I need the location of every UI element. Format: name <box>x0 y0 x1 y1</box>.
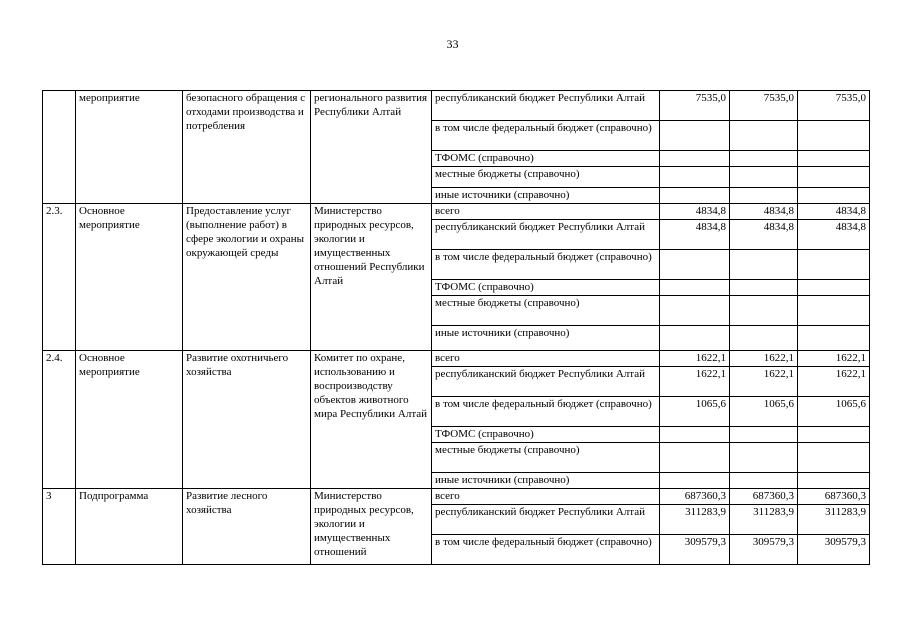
amount-year-3 <box>798 250 870 280</box>
amount-year-3: 1622,1 <box>798 351 870 367</box>
amount-year-3: 4834,8 <box>798 220 870 250</box>
funding-source: республиканский бюджет Республики Алтай <box>432 220 660 250</box>
measure-name: Развитие охотничьего хозяйства <box>183 351 311 489</box>
amount-year-1: 1622,1 <box>660 351 730 367</box>
amount-year-1 <box>660 473 730 489</box>
amount-year-3 <box>798 167 870 188</box>
amount-year-3 <box>798 443 870 473</box>
table-row <box>43 204 870 220</box>
funding-source: ТФОМС (справочно) <box>432 151 660 167</box>
amount-year-1 <box>660 188 730 204</box>
funding-source: ТФОМС (справочно) <box>432 427 660 443</box>
amount-year-2 <box>730 121 798 151</box>
amount-year-2: 311283,9 <box>730 505 798 535</box>
amount-year-1: 4834,8 <box>660 220 730 250</box>
funding-source: республиканский бюджет Республики Алтай <box>432 505 660 535</box>
funding-source: в том числе федеральный бюджет (справочно) <box>432 397 660 427</box>
amount-year-3: 4834,8 <box>798 204 870 220</box>
executor: Комитет по охране, использованию и воспроизводству объектов животного мира Республики Алтай <box>311 351 432 489</box>
funding-source: иные источники (справочно) <box>432 188 660 204</box>
amount-year-3 <box>798 151 870 167</box>
amount-year-2 <box>730 326 798 351</box>
funding-source: в том числе федеральный бюджет (справочно) <box>432 250 660 280</box>
amount-year-1: 309579,3 <box>660 535 730 565</box>
amount-year-1 <box>660 280 730 296</box>
funding-source: в том числе федеральный бюджет (справочно) <box>432 121 660 151</box>
amount-year-2 <box>730 188 798 204</box>
amount-year-1: 7535,0 <box>660 91 730 121</box>
row-number: 3 <box>43 489 76 565</box>
page-number: 33 <box>446 37 459 51</box>
amount-year-3: 311283,9 <box>798 505 870 535</box>
funding-source: всего <box>432 204 660 220</box>
amount-year-3: 309579,3 <box>798 535 870 565</box>
amount-year-3 <box>798 473 870 489</box>
amount-year-1 <box>660 151 730 167</box>
amount-year-3: 1065,6 <box>798 397 870 427</box>
amount-year-2 <box>730 443 798 473</box>
amount-year-1 <box>660 427 730 443</box>
executor: Министерство природных ресурсов, экологии и имущественных отношений Республики Алтай <box>311 204 432 351</box>
amount-year-2: 1622,1 <box>730 351 798 367</box>
table-row <box>43 351 870 367</box>
amount-year-3 <box>798 427 870 443</box>
funding-source: республиканский бюджет Республики Алтай <box>432 91 660 121</box>
amount-year-3 <box>798 121 870 151</box>
funding-source: всего <box>432 351 660 367</box>
amount-year-1 <box>660 121 730 151</box>
measure-name: Развитие лесного хозяйства <box>183 489 311 565</box>
measure-name: Предоставление услуг (выполнение работ) в сфере экологии и охраны окружающей среды <box>183 204 311 351</box>
amount-year-1 <box>660 250 730 280</box>
amount-year-2: 4834,8 <box>730 204 798 220</box>
funding-source: иные источники (справочно) <box>432 473 660 489</box>
amount-year-2 <box>730 167 798 188</box>
funding-source: иные источники (справочно) <box>432 326 660 351</box>
amount-year-2: 309579,3 <box>730 535 798 565</box>
amount-year-2: 1622,1 <box>730 367 798 397</box>
measure-name: безопасного обращения с отходами производства и потребления <box>183 91 311 204</box>
row-number <box>43 91 76 204</box>
amount-year-1 <box>660 167 730 188</box>
table-row <box>43 91 870 121</box>
row-number: 2.4. <box>43 351 76 489</box>
amount-year-2 <box>730 151 798 167</box>
amount-year-2 <box>730 250 798 280</box>
measure-type: Основное мероприятие <box>76 351 183 489</box>
amount-year-3: 7535,0 <box>798 91 870 121</box>
amount-year-1 <box>660 296 730 326</box>
budget-table <box>42 90 870 565</box>
amount-year-2 <box>730 296 798 326</box>
amount-year-3 <box>798 280 870 296</box>
measure-type: Основное мероприятие <box>76 204 183 351</box>
amount-year-2: 7535,0 <box>730 91 798 121</box>
amount-year-2: 4834,8 <box>730 220 798 250</box>
measure-type: Подпрограмма <box>76 489 183 565</box>
table-row <box>43 489 870 505</box>
amount-year-1: 687360,3 <box>660 489 730 505</box>
executor: регионального развития Республики Алтай <box>311 91 432 204</box>
amount-year-1: 4834,8 <box>660 204 730 220</box>
amount-year-1 <box>660 443 730 473</box>
funding-source: ТФОМС (справочно) <box>432 280 660 296</box>
amount-year-1: 1065,6 <box>660 397 730 427</box>
amount-year-2 <box>730 280 798 296</box>
amount-year-3: 687360,3 <box>798 489 870 505</box>
executor: Министерство природных ресурсов, экологии и имущественных отношений <box>311 489 432 565</box>
funding-source: местные бюджеты (справочно) <box>432 296 660 326</box>
amount-year-3: 1622,1 <box>798 367 870 397</box>
funding-source: местные бюджеты (справочно) <box>432 167 660 188</box>
amount-year-2 <box>730 427 798 443</box>
funding-source: местные бюджеты (справочно) <box>432 443 660 473</box>
amount-year-3 <box>798 326 870 351</box>
amount-year-2 <box>730 473 798 489</box>
amount-year-3 <box>798 296 870 326</box>
funding-source: республиканский бюджет Республики Алтай <box>432 367 660 397</box>
measure-type: мероприятие <box>76 91 183 204</box>
funding-source: в том числе федеральный бюджет (справочно) <box>432 535 660 565</box>
funding-source: всего <box>432 489 660 505</box>
amount-year-1: 1622,1 <box>660 367 730 397</box>
amount-year-2: 1065,6 <box>730 397 798 427</box>
amount-year-1: 311283,9 <box>660 505 730 535</box>
row-number: 2.3. <box>43 204 76 351</box>
amount-year-3 <box>798 188 870 204</box>
amount-year-2: 687360,3 <box>730 489 798 505</box>
amount-year-1 <box>660 326 730 351</box>
